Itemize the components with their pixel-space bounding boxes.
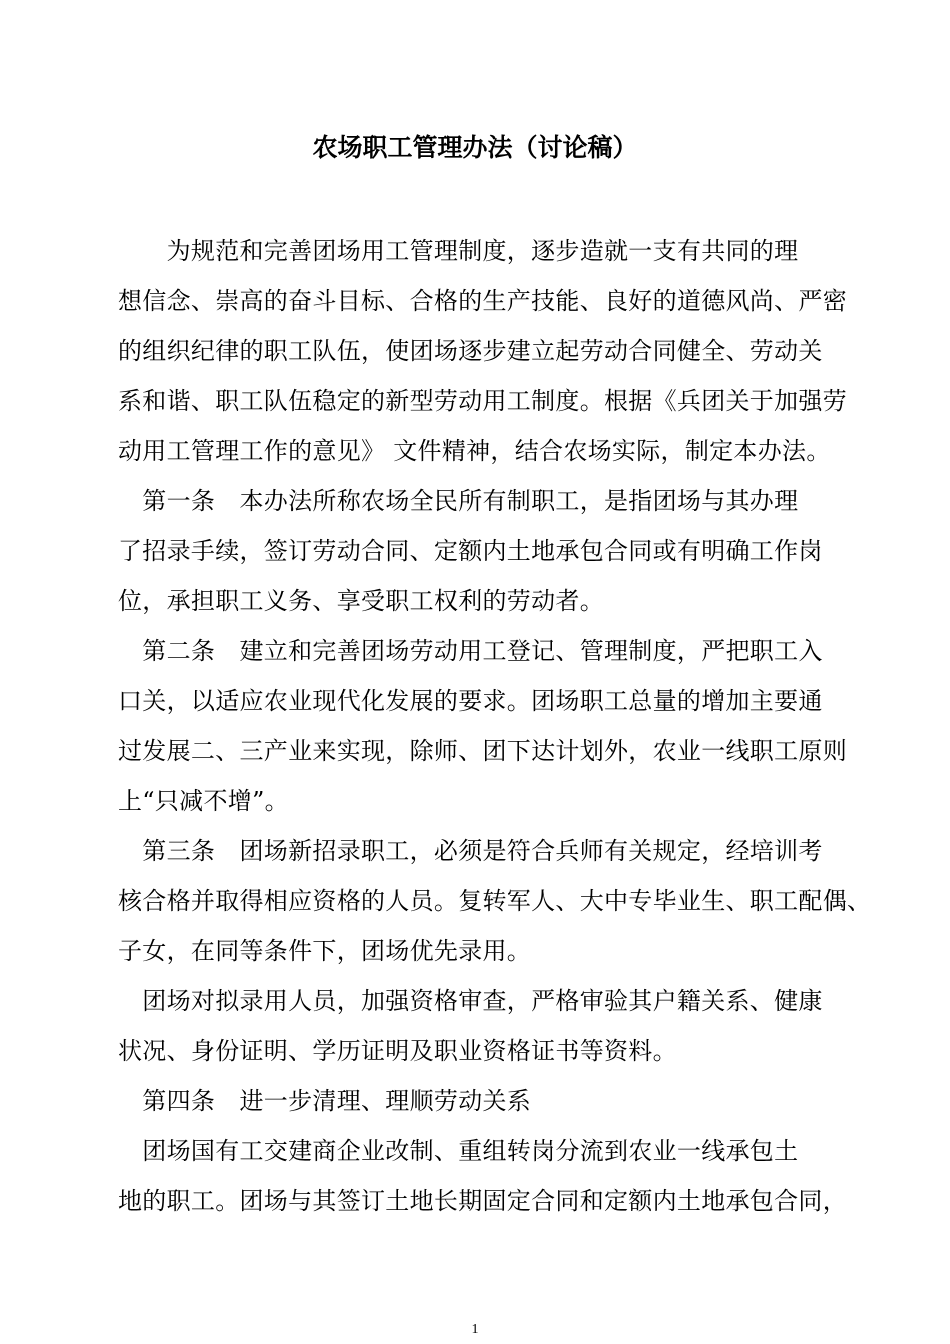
body-line: 了招录手续，签订劳动合同、定额内土地承包合同或有明确工作岗 [118, 537, 823, 565]
article-1-line: 第一条 本办法所称农场全民所有制职工，是指团场与其办理 [118, 487, 799, 515]
article-4-line: 第四条 进一步清理、理顺劳动关系 [118, 1087, 532, 1115]
body-line: 状况、身份证明、学历证明及职业资格证书等资料。 [118, 1037, 677, 1065]
body-line: 过发展二、三产业来实现，除师、团下达计划外，农业一线职工原则 [118, 737, 847, 765]
body-line: 的组织纪律的职工队伍，使团场逐步建立起劳动合同健全、劳动关 [118, 337, 823, 365]
body-line: 位，承担职工义务、享受职工权利的劳动者。 [118, 587, 604, 615]
body-line: 系和谐、职工队伍稳定的新型劳动用工制度。根据《兵团关于加强劳 [118, 387, 847, 415]
body-line: 上“只减不增”。 [118, 787, 289, 815]
body-line: 团场国有工交建商企业改制、重组转岗分流到农业一线承包土 [118, 1137, 799, 1165]
document-title: 农场职工管理办法（讨论稿） [312, 133, 638, 162]
page-number: 1 [471, 1322, 479, 1337]
body-line: 口关，以适应农业现代化发展的要求。团场职工总量的增加主要通 [118, 687, 823, 715]
body-line: 想信念、崇高的奋斗目标、合格的生产技能、良好的道德风尚、严密 [118, 287, 847, 315]
article-2-line: 第二条 建立和完善团场劳动用工登记、管理制度，严把职工入 [118, 637, 823, 665]
body-line: 核合格并取得相应资格的人员。复转军人、大中专毕业生、职工配偶、 [118, 887, 872, 915]
body-line: 子女，在同等条件下，团场优先录用。 [118, 937, 532, 965]
article-3-line: 第三条 团场新招录职工，必须是符合兵师有关规定，经培训考 [118, 837, 823, 865]
body-line: 团场对拟录用人员，加强资格审查，严格审验其户籍关系、健康 [118, 987, 823, 1015]
body-line: 动用工管理工作的意见》 文件精神，结合农场实际，制定本办法。 [118, 437, 831, 465]
body-line: 为规范和完善团场用工管理制度，逐步造就一支有共同的理 [118, 237, 799, 265]
body-line: 地的职工。团场与其签订土地长期固定合同和定额内土地承包合同， [118, 1187, 847, 1215]
